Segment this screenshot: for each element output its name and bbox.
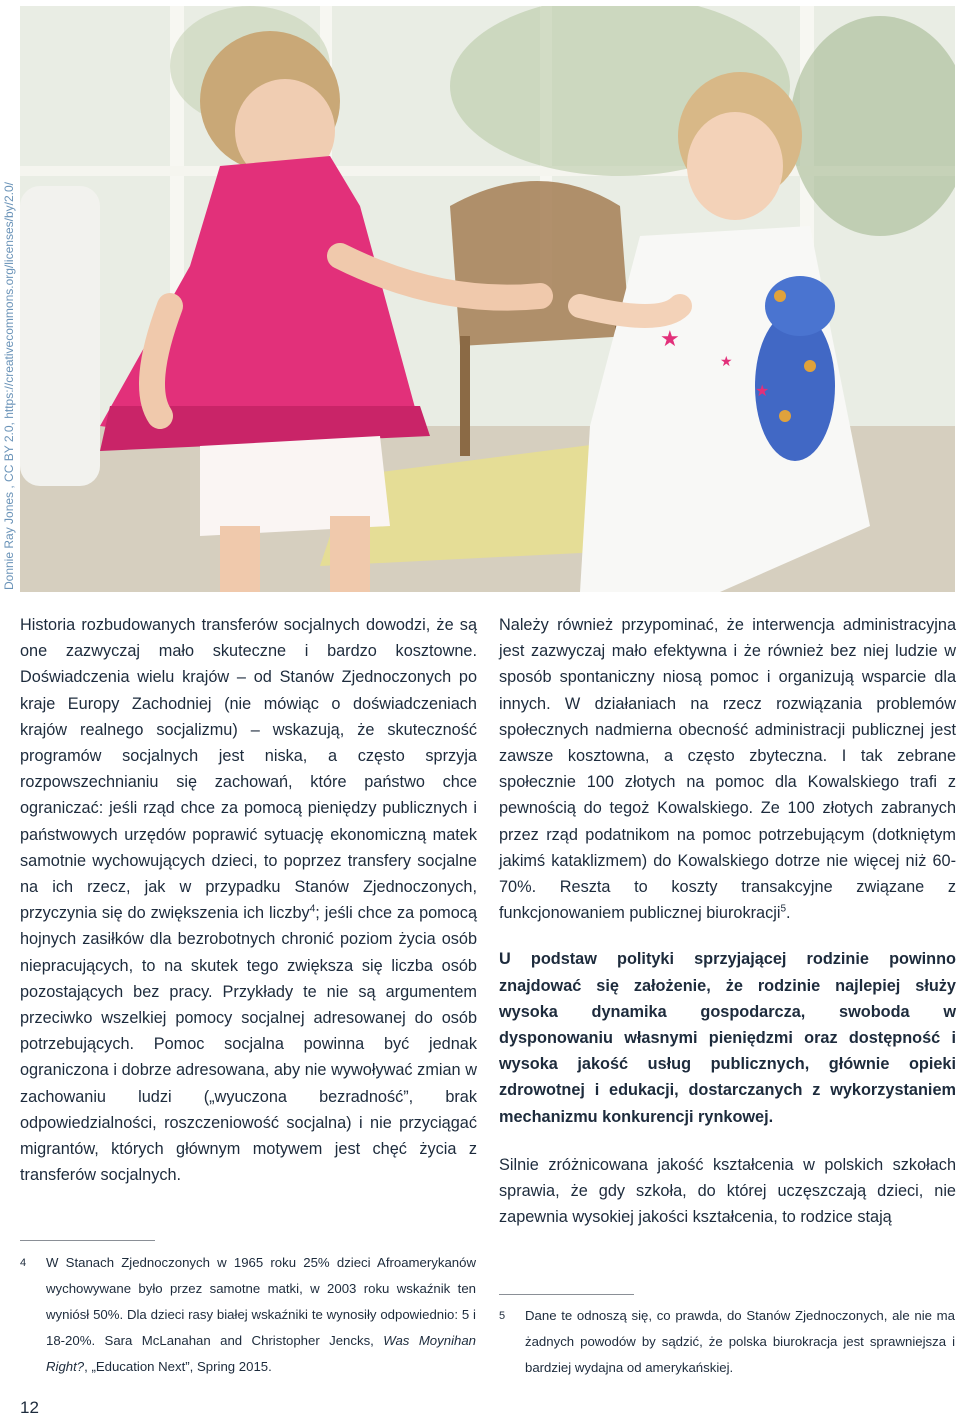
footnote-4-number: 4	[20, 1257, 27, 1269]
footnote-ref-4[interactable]: 4	[309, 903, 316, 915]
footnote-5	[499, 1303, 955, 1381]
right-bold-paragraph: U podstaw polityki sprzyjającej rodzinie powinno znajdować się założenie, że rodzinie najlepiej służy wysoka dynamika gospodarcza, swoboda w dysponowaniu własnymi pieniędzmi oraz dostępność i wysoka jakość usług publicznych, głównie opieki zdrowotnej i edukacji, dostarczanych z wykorzystaniem mechanizmu konkurencji rynkowej.	[499, 950, 956, 1126]
footnote-rule-right	[499, 1294, 634, 1295]
photo-illustration	[20, 6, 955, 592]
left-paragraph-text: Historia rozbudowanych transferów socjalnych dowodzi, że są one zazwyczaj mało skuteczne i bardzo kosztowne. Doświadczenia wielu krajów – od Stanów Zjednoczonych po kraje Europy Zachodniej (nie mówiąc o doświadczeniach krajów realnego socjalizmu) – wskazują, że skuteczność programów socjalnych jest niska, a często sprzyja rozpowszechnianiu się zachowań, które państwo chce ograniczać: jeśli rząd chce za pomocą pieniędzy publicznych i państwowych urzędów poprawić sytuację ekonomiczną matek samotnie wychowujących dzieci, to poprzez transfery socjalne na ich rzecz, jak w przypadku Stanów Zjednoczonych, przyczynia się do zwiększenia ich liczby	[20, 616, 477, 923]
footnote-4-text-end: , „Education Next”, Spring 2015.	[84, 1359, 272, 1374]
right-paragraph-1	[499, 612, 956, 926]
footnote-5-number: 5	[499, 1310, 506, 1322]
photo-children-holding-hands	[20, 6, 955, 592]
photo-credit: Donnie Ray Jones , CC BY 2.0, https://creativecommons.org/licenses/by/2.0/	[2, 182, 16, 590]
right-paragraph-1-end: .	[786, 904, 791, 923]
footnote-4-text: W Stanach Zjednoczonych w 1965 roku 25% dzieci Afroamerykanów wychowywane było przez samotne matki, w 2003 roku wskaźnik ten wyniósł 50%. Dla dzieci rasy białej wskaźniki te wynosiły odpowiednio: 5 i 18-20%. Sara McLanahan and Christopher Jencks,	[46, 1255, 476, 1348]
page-number: 12	[20, 1398, 39, 1417]
right-column	[499, 612, 956, 1230]
svg-text:★: ★	[755, 383, 770, 400]
svg-text:★: ★	[720, 353, 733, 369]
svg-text:★: ★	[660, 326, 680, 351]
left-paragraph	[20, 612, 477, 1188]
right-paragraph-3: Silnie zróżnicowana jakość kształcenia w polskich szkołach sprawia, że gdy szkoła, do której uczęszczają dzieci, nie zapewnia wysokiej jakości kształcenia, to rodzice stają	[499, 1155, 956, 1227]
left-column	[20, 612, 477, 1188]
footnote-5-text: Dane te odnoszą się, co prawda, do Stanów Zjednoczonych, ale nie ma żadnych powodów by sądzić, że polska biurokracja jest sprawniejsza i bardziej wydajna od amerykańskiej.	[525, 1308, 955, 1375]
footnote-4-title: Was Moynihan Right?	[46, 1333, 476, 1374]
footnote-rule-left	[20, 1240, 155, 1241]
footnote-ref-5[interactable]: 5	[780, 903, 787, 915]
footnote-4	[20, 1250, 476, 1380]
left-paragraph-text-cont: ; jeśli chce za pomocą hojnych zasiłków dla bezrobotnych chronić poziom życia osób niepracujących, to na skutek tego zwiększa się liczba osób pozostających bez pracy. Przykłady te nie są argumentem przeciwko wszelkiej pomocy socjalnej adresowanej do osób potrzebujących. Pomoc socjalna powinna być jednak ograniczona i dobrze adresowana, aby nie wywoływać zmian w zachowaniu ludzi („wyuczona bezradność”, brak odpowiedzialności, roszczeniowość socjalna) i nie przyciągać migrantów, których głównym motywem jest chęć życia z transferów socjalnych.	[20, 904, 477, 1185]
right-paragraph-1-text: Należy również przypominać, że interwencja administracyjna jest zazwyczaj mało efektywna i że również bez niej ludzie w sposób spontaniczny niosą pomoc i organizują wsparcie dla innych. W działaniach na rzecz rozwiązania problemów społecznych nadmierna obecność administracji publicznej jest zawsze kosztowna, a często zbyteczna. I tak zebrane społecznie 100 złotych na pomoc dla Kowalskiego trafi z pewnością do tegoż Kowalskiego. Ze 100 złotych zabranych przez rząd podatnikom na pomoc potrzebującym (dotkniętym jakimś kataklizmem) do Kowalskiego dotrze nie więcej niż 60-70%. Reszta to koszty transakcyjne związane z funkcjonowaniem publicznej biurokracji	[499, 616, 956, 923]
